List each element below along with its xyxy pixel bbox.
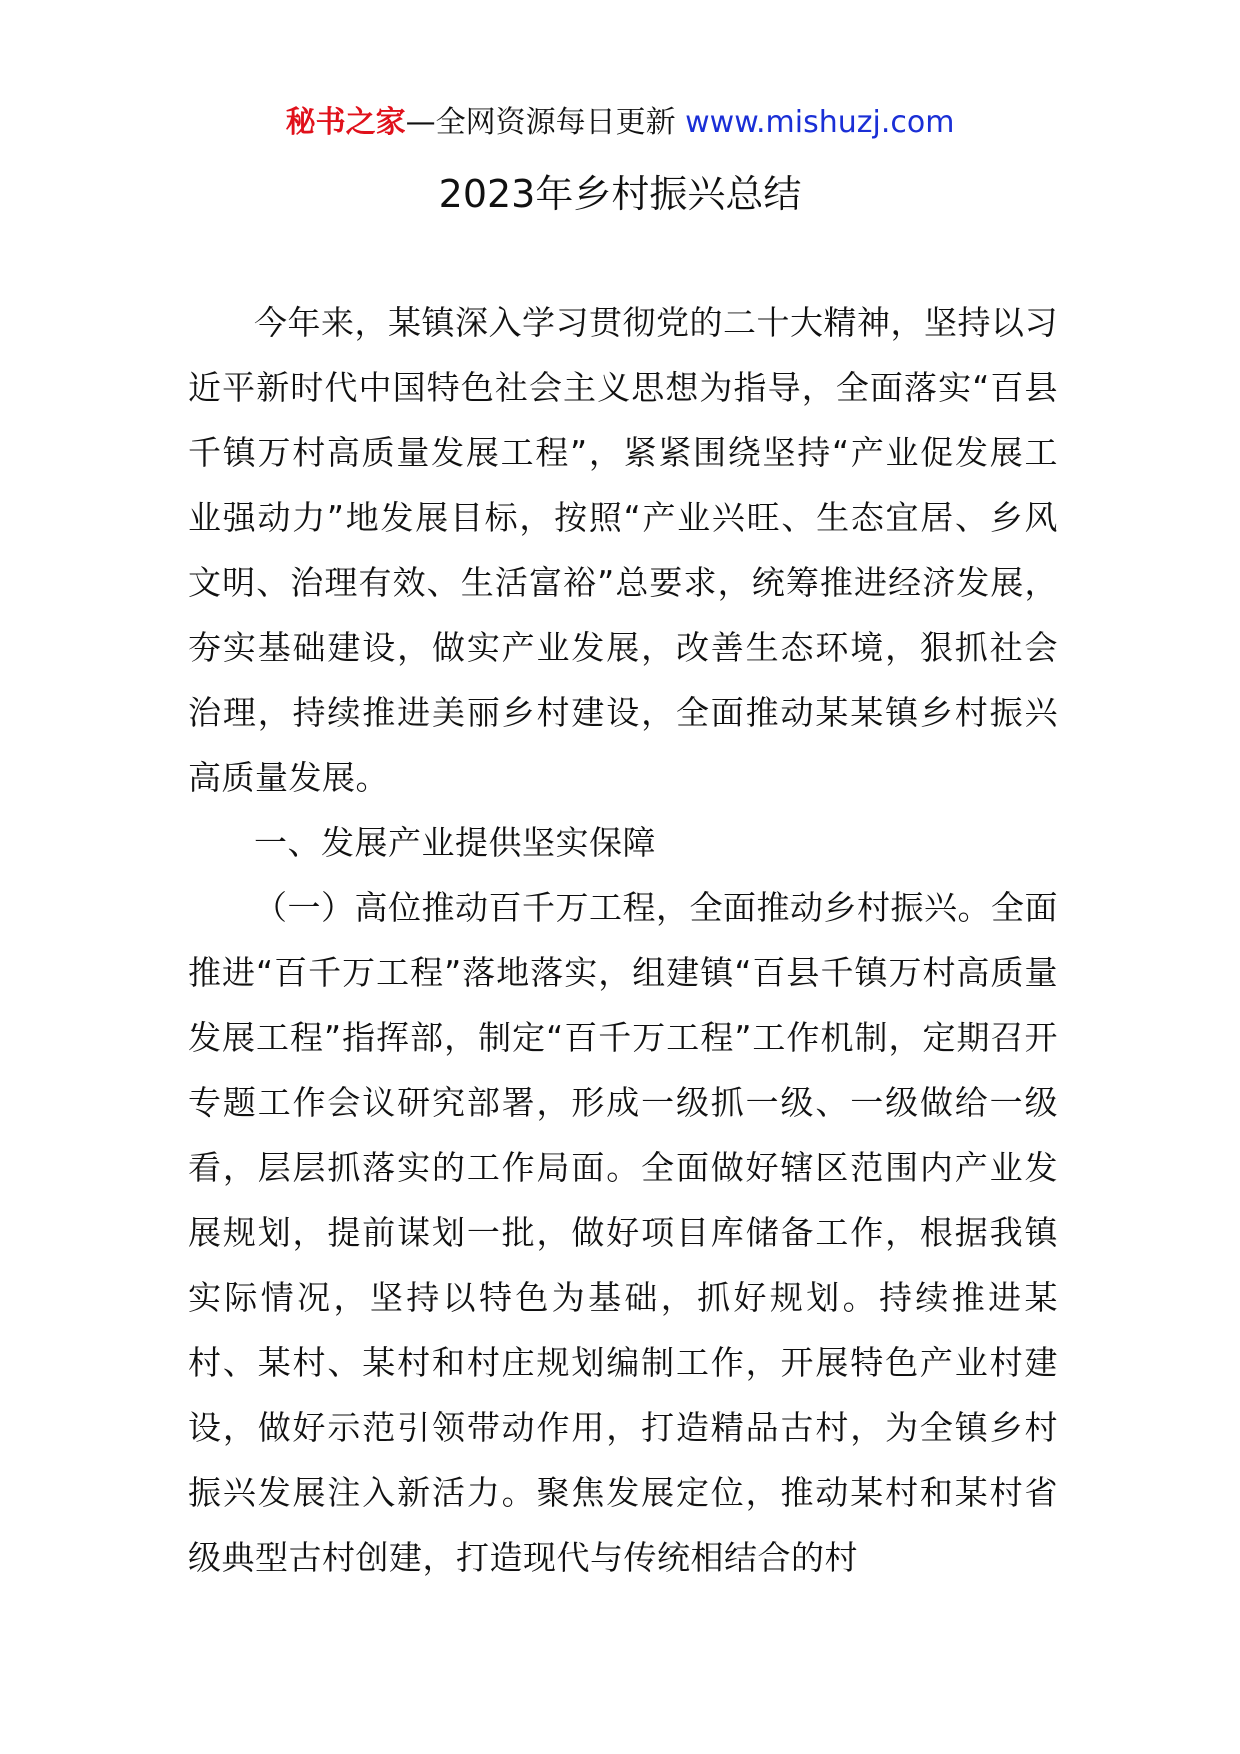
- section-paragraph: （一）高位推动百千万工程，全面推动乡村振兴。全面推进“百千万工程”落地落实，组建镇“百县千镇万村高质量发展工程”指挥部，制定“百千万工程”工作机制，定期召开专题工作会议研究部署，形成一级抓一级、一级做给一级看，层层抓落实的工作局面。全面做好辖区范围内产业发展规划，提前谋划一批，做好项目库储备工作，根据我镇实际情况，坚持以特色为基础，抓好规划。持续推进某村、某村、某村和村庄规划编制工作，开展特色产业村建设，做好示范引领带动作用，打造精品古村，为全镇乡村振兴发展注入新活力。聚焦发展定位，推动某村和某村省级典型古村创建，打造现代与传统相结合的村: [188, 888, 1058, 1577]
- brand-name: 秘书之家: [285, 105, 406, 140]
- document-body: [188, 290, 1058, 1590]
- site-banner: [0, 100, 1240, 146]
- intro-paragraph: 今年来，某镇深入学习贯彻党的二十大精神，坚持以习近平新时代中国特色社会主义思想为指导，全面落实“百县千镇万村高质量发展工程”，紧紧围绕坚持“产业促发展工业强动力”地发展目标，按照“产业兴旺、生态宜居、乡风文明、治理有效、生活富裕”总要求，统筹推进经济发展，夯实基础建设，做实产业发展，改善生态环境，狠抓社会治理，持续推进美丽乡村建设，全面推动某某镇乡村振兴高质量发展。: [188, 303, 1058, 797]
- section-heading: 一、发展产业提供坚实保障: [254, 823, 656, 862]
- banner-slogan: —全网资源每日更新: [405, 105, 676, 140]
- document-title: 2023年乡村振兴总结: [438, 172, 802, 216]
- site-url-link[interactable]: www.mishuzj.com: [685, 105, 955, 140]
